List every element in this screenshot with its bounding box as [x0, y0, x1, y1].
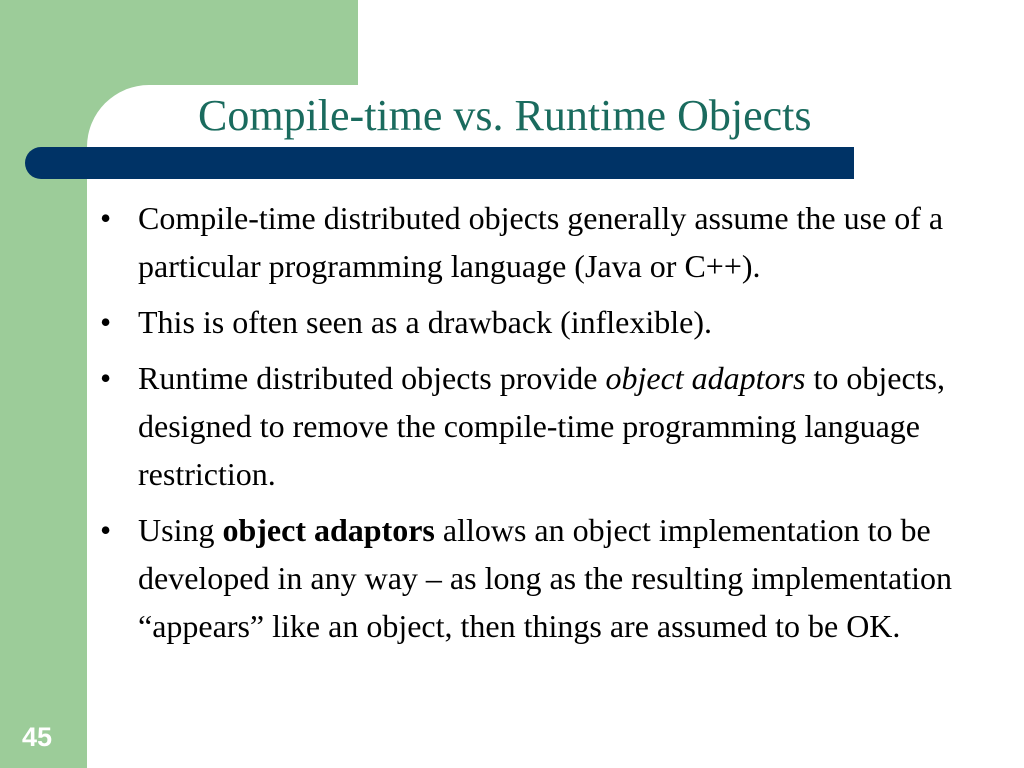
bullet-text-run: This is often seen as a drawback (inflexible).: [138, 304, 713, 340]
page-number: 45: [22, 722, 53, 752]
bullet-item: [100, 354, 1020, 498]
bullet-marker: •: [100, 360, 112, 396]
bullet-item: [100, 506, 1020, 650]
italic-term: object adaptors: [605, 360, 806, 396]
bullet-marker: •: [100, 200, 112, 236]
bullet-text: [138, 304, 712, 340]
bullet-text-run: Compile-time distributed objects generally assume the use of a particular programming language (Java or C++).: [138, 200, 944, 284]
bullet-text: [138, 200, 943, 284]
bullet-marker: •: [100, 304, 112, 340]
bullet-text-run: allows an object implementation to be developed in any way – as long as the resulting implementation “appears” like an object, then things are assumed to be OK.: [138, 512, 953, 644]
bullet-item: [100, 298, 1020, 346]
bullet-text-run: to objects, designed to remove the compile-time programming language restriction.: [138, 360, 945, 492]
bullet-text-run: Using: [138, 512, 223, 548]
bold-term: object adaptors: [222, 512, 435, 548]
slide-title: Compile-time vs. Runtime Objects: [198, 91, 812, 140]
title-underline-bar: [25, 147, 854, 179]
bullet-text: [138, 360, 945, 492]
bullet-text-run: Runtime distributed objects provide: [138, 360, 606, 396]
bullet-marker: •: [100, 512, 112, 548]
bullet-text: [138, 512, 952, 644]
bullet-list: [100, 194, 1020, 658]
bullet-item: [100, 194, 1020, 290]
